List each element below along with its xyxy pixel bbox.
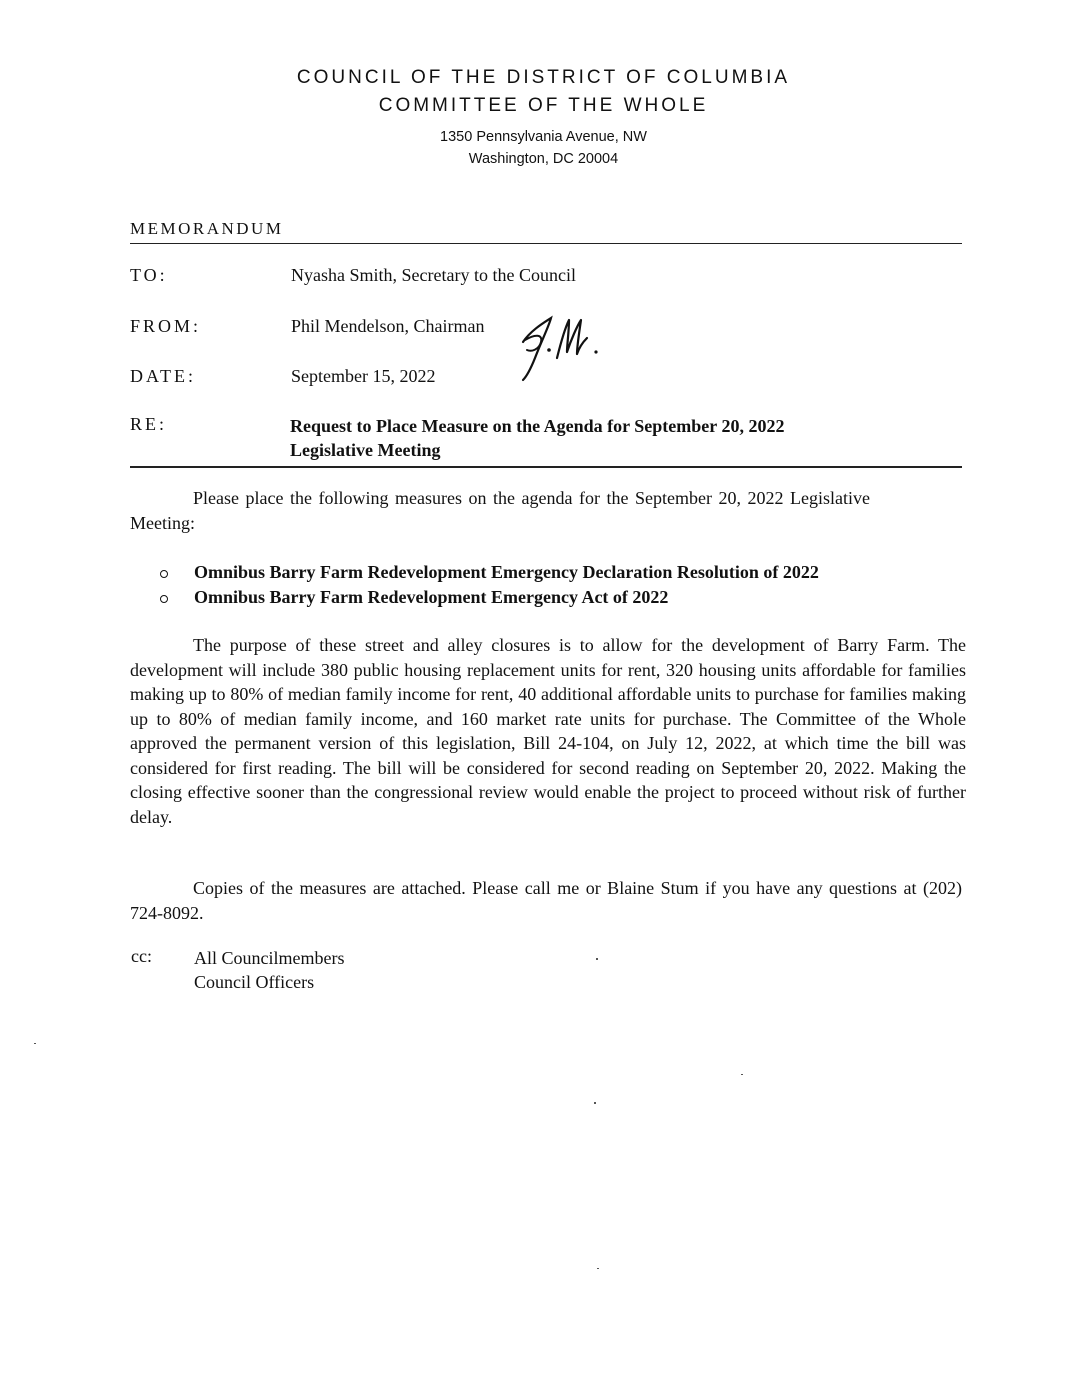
scan-speck (34, 1043, 36, 1044)
to-value: Nyasha Smith, Secretary to the Council (291, 265, 576, 285)
intro-paragraph: Please place the following measures on the agenda for the September 20, 2022 Legislative Meeting: (130, 488, 870, 533)
purpose-paragraph: The purpose of these street and alley closures is to allow for the development of Barry Farm. The development will include 380 public housing replacement units for rent, 320 housing units affordable for families making up to 80% of median family income for rent, 40 additional affordable units to purchase for families making up to 80% of median family income, and 160 market rate units for purchase. The Committee of the Whole approved the permanent version of this legislation, Bill 24-104, on July 12, 2022, at which time the bill was considered for first reading. The bill will be considered for second reading on September 20, 2022. Making the closing effective sooner than the congressional review would enable the project to proceed without risk of further delay. (130, 635, 966, 827)
letterhead-address (0, 126, 1087, 170)
address-city: Washington, DC 20004 (468, 151, 619, 167)
measures-list (160, 560, 819, 610)
committee-name: COMMITTEE OF THE WHOLE (378, 95, 709, 116)
from-value: Phil Mendelson, Chairman (291, 316, 485, 336)
re-subject-line1: Request to Place Measure on the Agenda for September 20, 2022 (290, 416, 785, 436)
chairman-signature (505, 312, 615, 384)
date-label: DATE: (130, 366, 196, 386)
cc-label: cc: (131, 946, 152, 966)
cc-recipient: All Councilmembers (194, 948, 345, 968)
measure-title: Omnibus Barry Farm Redevelopment Emergency Declaration Resolution of 2022 (194, 562, 819, 582)
list-item (160, 560, 819, 585)
address-street: 1350 Pennsylvania Avenue, NW (440, 129, 647, 145)
bullet-icon (160, 595, 168, 603)
re-subject-line2: Legislative Meeting (290, 440, 441, 460)
re-label: RE: (130, 414, 168, 434)
scan-speck (597, 1268, 599, 1269)
header-top-rule (130, 243, 962, 244)
scan-speck (594, 1102, 596, 1104)
cc-recipient: Council Officers (194, 972, 315, 992)
to-label: TO: (130, 265, 168, 285)
scan-speck (741, 1074, 743, 1075)
list-item (160, 585, 819, 610)
header-bottom-rule (130, 466, 962, 468)
letterhead-organization (0, 64, 1087, 120)
bullet-icon (160, 570, 168, 578)
from-label: FROM: (130, 316, 202, 336)
closing-paragraph: Copies of the measures are attached. Please call me or Blaine Stum if you have any questions at (202) 724-8092. (130, 878, 962, 923)
council-name: COUNCIL OF THE DISTRICT OF COLUMBIA (296, 67, 791, 88)
re-subject (290, 414, 784, 462)
measure-title: Omnibus Barry Farm Redevelopment Emergency Act of 2022 (194, 587, 669, 607)
memorandum-title: MEMORANDUM (130, 219, 284, 238)
date-value: September 15, 2022 (291, 366, 436, 386)
cc-recipients (194, 946, 344, 994)
scan-speck (596, 958, 598, 960)
